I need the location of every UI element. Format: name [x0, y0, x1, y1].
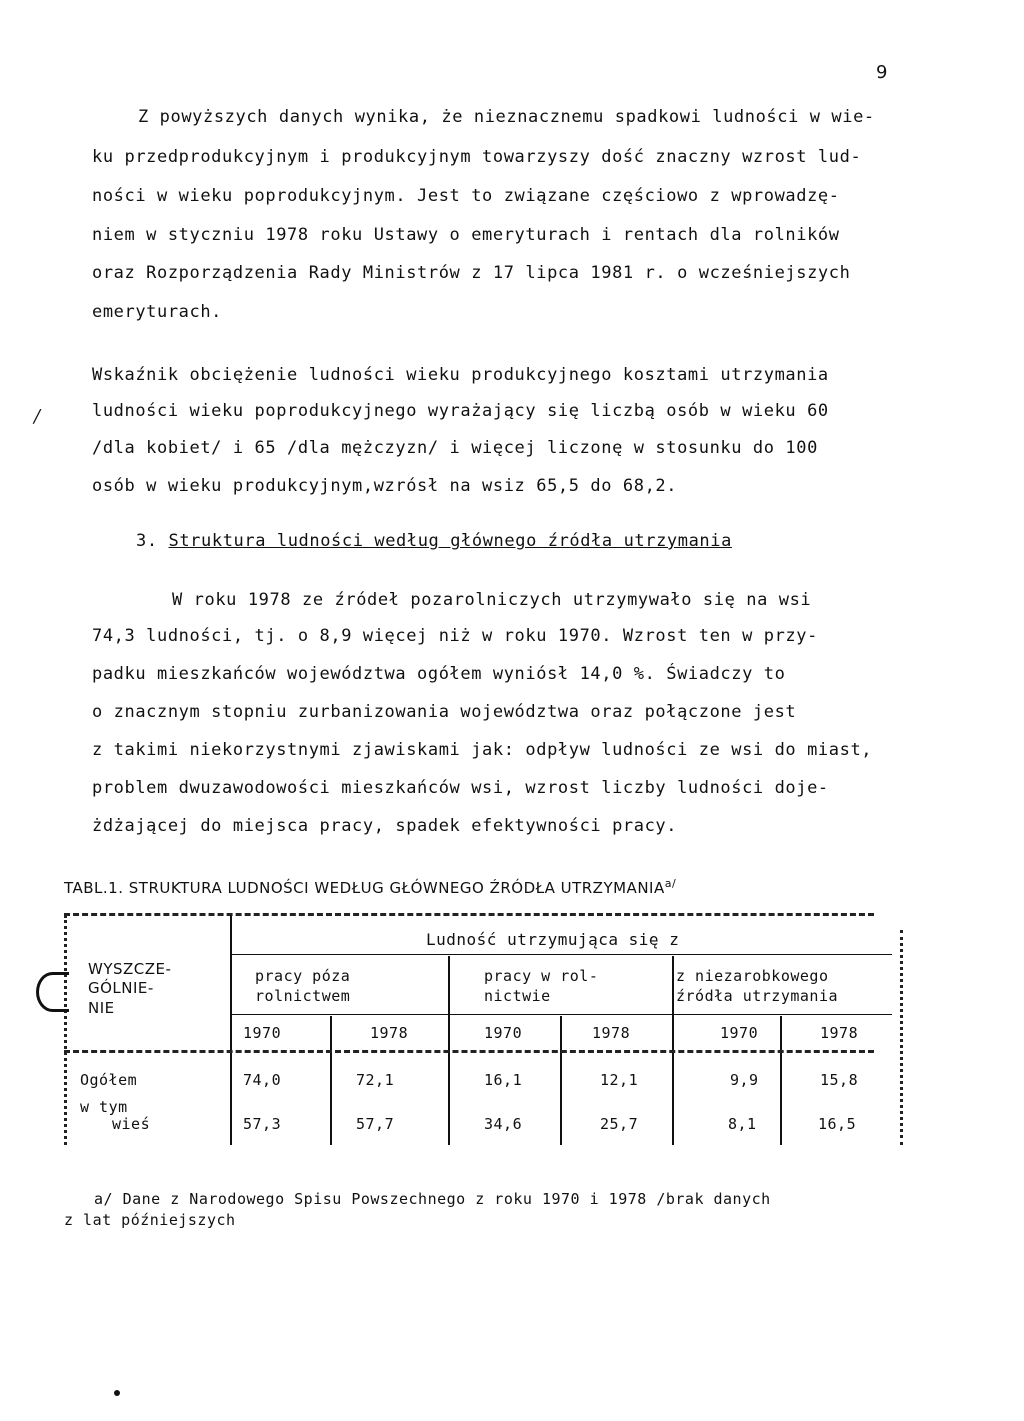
text-line: padku mieszkańców województwa ogółem wyniósł 14,0 %. Świadczy to	[92, 664, 786, 684]
column-header: źródła utrzymania	[676, 987, 839, 1005]
column-header: pracy w rol-	[484, 967, 599, 985]
speck-dot	[114, 1390, 120, 1396]
page-number: 9	[876, 62, 888, 83]
footnote-line: a/ Dane z Narodowego Spisu Powszechnego z roku 1970 i 1978 /brak danych	[94, 1190, 771, 1208]
table-cell: 16,1	[484, 1071, 523, 1089]
stub-header-line: GÓLNIE-	[88, 979, 154, 997]
table-caption-footnote-ref: a/	[664, 877, 677, 890]
text-line: Wskaźnik obciężenie ludności wieku produkcyjnego kosztami utrzymania	[92, 365, 829, 385]
stub-header-line: NIE	[88, 999, 115, 1017]
stub-column-rule	[230, 915, 232, 1145]
row-label: wieś	[112, 1115, 151, 1133]
group-header-rule	[232, 954, 892, 955]
year-column-rule	[780, 1016, 782, 1145]
column-header: rolnictwem	[255, 987, 351, 1005]
text-line: emeryturach.	[92, 302, 223, 322]
group-header: Ludność utrzymująca się z	[426, 930, 680, 949]
table-cell: 12,1	[600, 1071, 639, 1089]
section-title: Struktura ludności według głównego źródła utrzymania	[168, 531, 732, 551]
margin-circle-icon	[36, 972, 69, 1012]
column-header: nictwie	[484, 987, 551, 1005]
section-heading	[136, 531, 732, 551]
table-cell: 8,1	[728, 1115, 757, 1133]
section-number: 3.	[136, 531, 158, 551]
year-header: 1970	[484, 1024, 523, 1042]
text-line: ku przedprodukcyjnym i produkcyjnym towarzyszy dość znaczny wzrost lud-	[92, 147, 862, 167]
table-cell: 34,6	[484, 1115, 523, 1133]
year-header: 1978	[820, 1024, 859, 1042]
row-label: w tym	[80, 1098, 128, 1116]
text-line: niem w styczniu 1978 roku Ustawy o emeryturach i rentach dla rolników	[92, 225, 840, 245]
table-cell: 15,8	[820, 1071, 859, 1089]
table-cell: 72,1	[356, 1071, 395, 1089]
year-header: 1970	[720, 1024, 759, 1042]
text-line: osób w wieku produkcyjnym,wzrósł na wsiz 65,5 do 68,2.	[92, 476, 678, 496]
year-column-rule	[330, 1016, 332, 1145]
column-header: z niezarobkowego	[676, 967, 829, 985]
header-bottom-rule	[64, 1050, 874, 1053]
text-line: problem dwuzawodowości mieszkańców wsi, wzrost liczby ludności doje-	[92, 778, 829, 798]
table-top-rule	[64, 913, 874, 916]
table-right-border	[900, 930, 903, 1145]
table-cell: 74,0	[243, 1071, 282, 1089]
text-line: /dla kobiet/ i 65 /dla mężczyzn/ i więcej liczonę w stosunku do 100	[92, 438, 818, 458]
margin-mark-icon: /	[34, 406, 41, 427]
year-header: 1970	[243, 1024, 282, 1042]
subheader-rule	[232, 1014, 892, 1015]
text-line: żdżającej do miejsca pracy, spadek efektywności pracy.	[92, 816, 678, 836]
text-line: W roku 1978 ze źródeł pozarolniczych utrzymywało się na wsi	[172, 590, 812, 610]
year-header: 1978	[592, 1024, 631, 1042]
text-line: oraz Rozporządzenia Rady Ministrów z 17 lipca 1981 r. o wcześniejszych	[92, 263, 851, 283]
text-line: o znacznym stopniu zurbanizowania województwa oraz połączone jest	[92, 702, 797, 722]
text-line: 74,3 ludności, tj. o 8,9 więcej niż w roku 1970. Wzrost ten w przy-	[92, 626, 818, 646]
footnote-line: z lat późniejszych	[64, 1211, 236, 1229]
table-cell: 9,9	[730, 1071, 759, 1089]
table-cell: 25,7	[600, 1115, 639, 1133]
text-line: ludności wieku poprodukcyjnego wyrażający się liczbą osób w wieku 60	[92, 401, 829, 421]
column-header: pracy póza	[255, 967, 351, 985]
table-cell: 16,5	[818, 1115, 857, 1133]
text-line: Z powyższych danych wynika, że nieznacznemu spadkowi ludności w wie-	[138, 107, 875, 127]
table-cell: 57,7	[356, 1115, 395, 1133]
text-line: ności w wieku poprodukcyjnym. Jest to związane częściowo z wprowadzę-	[92, 186, 840, 206]
table-caption: TABL.1. STRUKTURA LUDNOŚCI WEDŁUG GŁÓWNEGO ŹRÓDŁA $UTRZYMANIA^{a/}$	[64, 877, 677, 897]
row-label: Ogółem	[80, 1071, 138, 1089]
stub-header-line: WYSZCZE-	[88, 960, 172, 978]
year-header: 1978	[370, 1024, 409, 1042]
table-left-border	[64, 915, 67, 1145]
table-cell: 57,3	[243, 1115, 282, 1133]
year-column-rule	[560, 1016, 562, 1145]
text-line: z takimi niekorzystnymi zjawiskami jak: odpływ ludności ze wsi do miast,	[92, 740, 873, 760]
